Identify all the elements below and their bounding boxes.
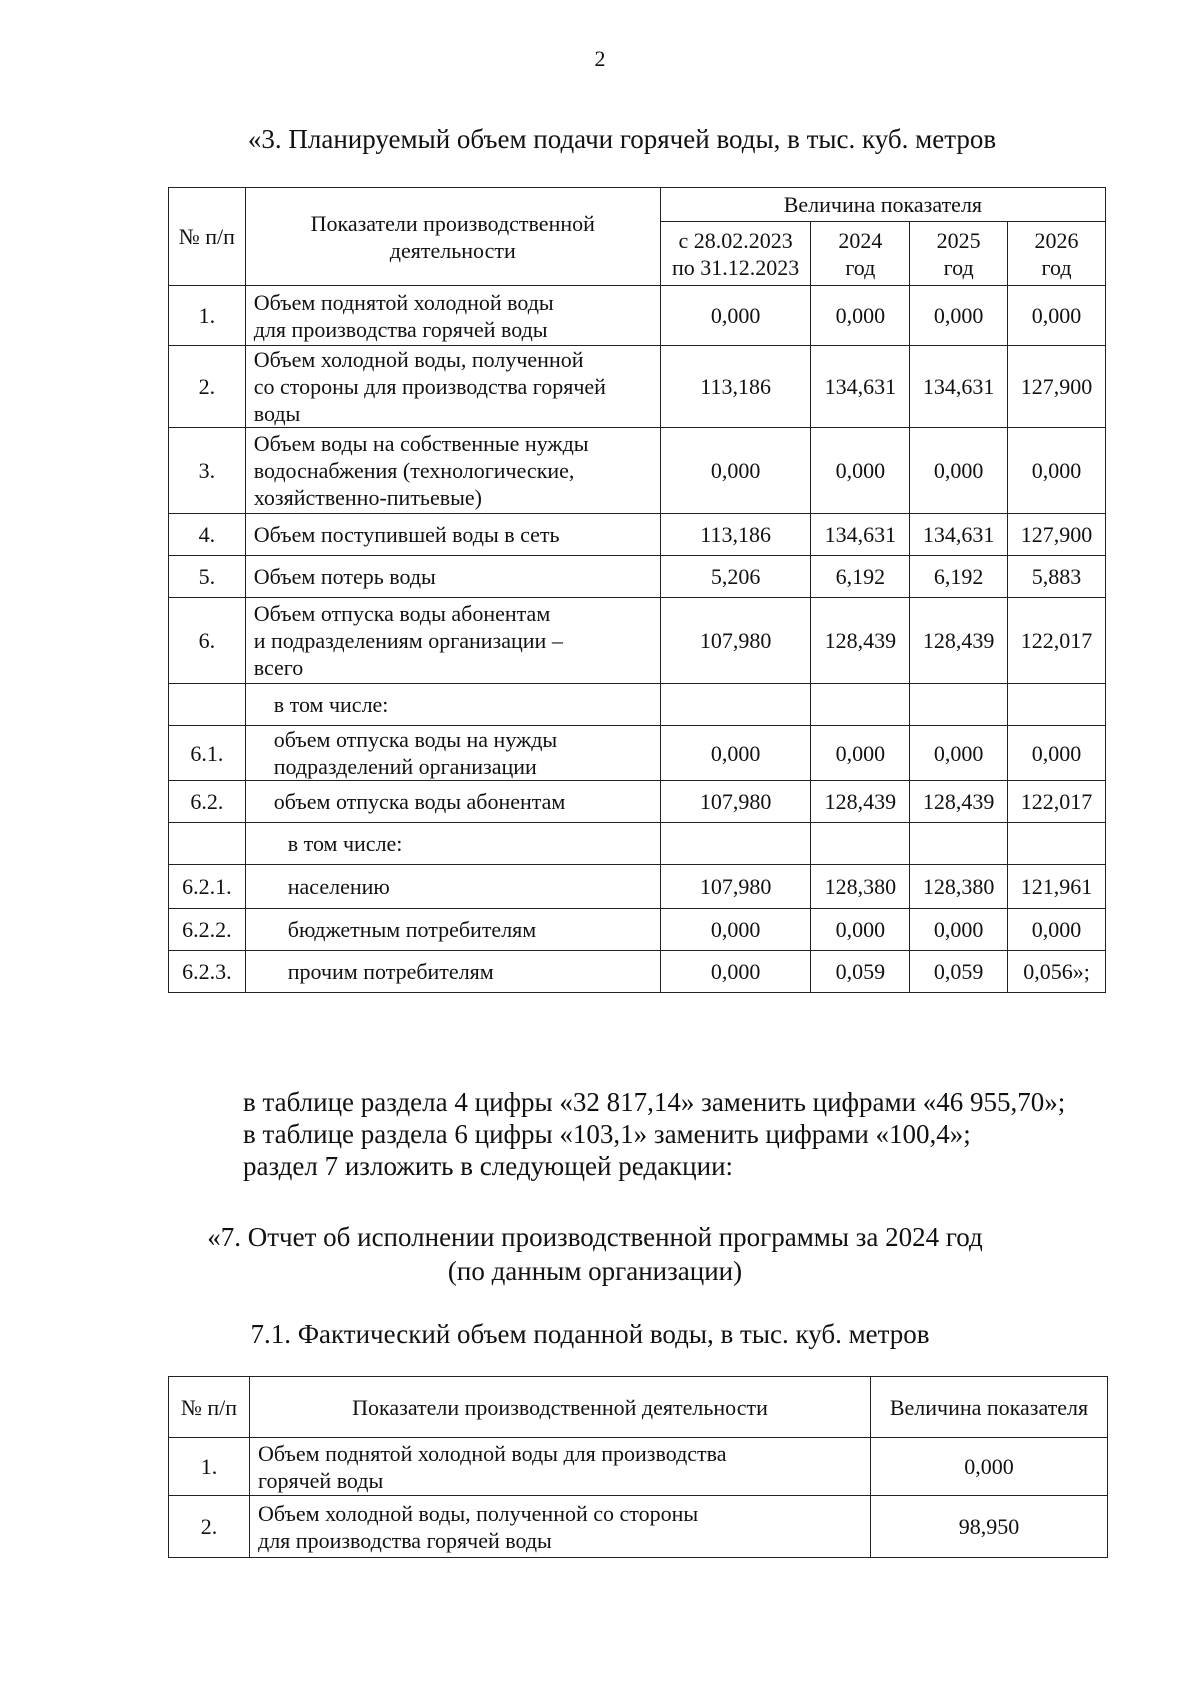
row-value: 128,439 — [811, 598, 910, 684]
row-value: 122,017 — [1008, 598, 1106, 684]
row-indicator — [245, 781, 660, 823]
row-indicator-line: Объем холодной воды, полученной — [253, 347, 584, 372]
paragraph-line: раздел 7 изложить в следующей редакции: — [243, 1151, 734, 1181]
row-number: 6.1. — [169, 726, 246, 781]
row-value: 122,017 — [1008, 781, 1106, 823]
row-value: 134,631 — [910, 514, 1008, 556]
row-value: 128,380 — [811, 865, 910, 909]
row-value: 134,631 — [811, 514, 910, 556]
row-number — [169, 823, 246, 865]
header-period-4-line-2: год — [1041, 254, 1072, 280]
row-indicator — [245, 909, 660, 951]
row-value: 0,000 — [1008, 286, 1106, 346]
row-indicator-line: Объем холодной воды, полученной со стороны — [258, 1500, 699, 1526]
row-value: 127,900 — [1008, 346, 1106, 428]
paragraph-line: в таблице раздела 4 цифры «32 817,14» заменить цифрами «46 955,70»; — [243, 1087, 1066, 1117]
row-number: 4. — [169, 514, 246, 556]
row-number — [169, 684, 246, 726]
row-value: 0,000 — [660, 909, 811, 951]
row-indicator-line: горячей воды — [258, 1467, 384, 1493]
row-value: 128,439 — [811, 781, 910, 823]
header-period-2 — [811, 222, 910, 286]
row-indicator-line: и подразделениям организации – — [253, 628, 563, 653]
row-indicator-line: Объем потерь воды — [253, 564, 436, 589]
row-value: 0,000 — [910, 909, 1008, 951]
row-indicator-line: объем отпуска воды на нужды — [273, 727, 558, 752]
row-value: 0,000 — [811, 286, 910, 346]
row-indicator — [245, 865, 660, 909]
row-value: 0,000 — [660, 951, 811, 993]
header-indicator: Показатели производственной деятельности — [245, 188, 660, 286]
table-row — [169, 909, 1106, 951]
header-period-3 — [910, 222, 1008, 286]
row-number: 1. — [169, 1438, 250, 1496]
table-row — [169, 823, 1106, 865]
row-value: 0,000 — [1008, 909, 1106, 951]
row-indicator-line: объем отпуска воды абонентам — [273, 789, 566, 814]
table-row — [169, 684, 1106, 726]
section-7-title-line-1: «7. Отчет об исполнении производственной программы за 2024 год — [207, 1222, 983, 1252]
table-row — [169, 514, 1106, 556]
row-value: 128,380 — [910, 865, 1008, 909]
row-number: 1. — [169, 286, 246, 346]
row-indicator — [245, 514, 660, 556]
row-indicator — [250, 1438, 871, 1496]
row-value: 0,056»; — [1008, 951, 1106, 993]
row-value — [1008, 684, 1106, 726]
table-row — [169, 428, 1106, 514]
row-indicator — [245, 598, 660, 684]
row-value: 0,000 — [660, 286, 811, 346]
row-value: 128,439 — [910, 598, 1008, 684]
header-value: Величина показателя — [871, 1377, 1108, 1438]
row-value — [910, 823, 1008, 865]
table-row — [169, 346, 1106, 428]
row-value: 5,883 — [1008, 556, 1106, 598]
paragraph-line: в таблице раздела 6 цифры «103,1» заменить цифрами «100,4»; — [243, 1119, 971, 1149]
row-indicator-line: Объем отпуска воды абонентам — [253, 601, 551, 626]
row-number: 6. — [169, 598, 246, 684]
amendment-paragraphs — [243, 1086, 1065, 1182]
row-value — [811, 823, 910, 865]
row-indicator-line: хозяйственно-питьевые) — [253, 485, 482, 510]
row-value: 0,000 — [871, 1438, 1108, 1496]
row-indicator-line: водоснабжения (технологические, — [253, 458, 575, 483]
header-period-2-line-2: год — [845, 254, 876, 280]
row-indicator-line: Объем воды на собственные нужды — [253, 431, 589, 456]
table-row — [169, 865, 1106, 909]
row-value: 0,000 — [1008, 428, 1106, 514]
row-value: 0,000 — [811, 909, 910, 951]
row-number: 2. — [169, 1496, 250, 1558]
header-period-1-line-2: по 31.12.2023 — [671, 254, 800, 280]
row-indicator — [245, 556, 660, 598]
row-indicator-line: для производства горячей воды — [258, 1527, 552, 1553]
row-value: 0,000 — [811, 428, 910, 514]
row-value: 121,961 — [1008, 865, 1106, 909]
table-row — [169, 1496, 1108, 1558]
row-value: 113,186 — [660, 514, 811, 556]
row-indicator-line: всего — [253, 655, 304, 680]
page-number: 2 — [594, 46, 606, 71]
row-value — [1008, 823, 1106, 865]
row-value: 127,900 — [1008, 514, 1106, 556]
row-value — [660, 684, 811, 726]
header-num: № п/п — [169, 188, 246, 286]
header-period-2-line-1: 2024 — [838, 227, 883, 253]
section-7-1-subtitle: 7.1. Фактический объем поданной воды, в тыс. куб. метров — [250, 1319, 930, 1349]
row-value: 98,950 — [871, 1496, 1108, 1558]
section-7-title — [0, 1220, 1195, 1288]
row-indicator-line: воды — [253, 401, 301, 426]
table-row — [169, 951, 1106, 993]
row-value: 0,059 — [811, 951, 910, 993]
row-indicator — [250, 1496, 871, 1558]
row-indicator-line: населению — [287, 874, 390, 899]
table-row — [169, 286, 1106, 346]
row-indicator-line: Объем поступившей воды в сеть — [253, 522, 560, 547]
header-period-4-line-1: 2026 — [1034, 227, 1079, 253]
row-value: 107,980 — [660, 598, 811, 684]
row-number: 6.2. — [169, 781, 246, 823]
row-number: 3. — [169, 428, 246, 514]
section-7-title-line-2: (по данным организации) — [447, 1256, 743, 1286]
row-value: 107,980 — [660, 865, 811, 909]
table-row — [169, 726, 1106, 781]
table-row — [169, 598, 1106, 684]
row-value: 0,000 — [910, 726, 1008, 781]
row-indicator-line: для производства горячей воды — [253, 316, 548, 342]
row-number: 5. — [169, 556, 246, 598]
row-value: 0,000 — [660, 726, 811, 781]
row-indicator — [245, 428, 660, 514]
row-indicator-line: бюджетным потребителям — [287, 917, 537, 942]
header-indicator: Показатели производственной деятельности — [250, 1377, 871, 1438]
row-value: 128,439 — [910, 781, 1008, 823]
row-value: 6,192 — [910, 556, 1008, 598]
row-value: 134,631 — [811, 346, 910, 428]
row-indicator-line: в том числе: — [287, 831, 403, 856]
row-indicator-line: подразделений организации — [273, 754, 537, 779]
header-period-1 — [660, 222, 811, 286]
row-value: 107,980 — [660, 781, 811, 823]
row-value: 5,206 — [660, 556, 811, 598]
row-indicator — [245, 726, 660, 781]
row-indicator — [245, 346, 660, 428]
row-indicator-line: Объем поднятой холодной воды для производства — [258, 1440, 727, 1466]
row-number: 6.2.3. — [169, 951, 246, 993]
table-row — [169, 556, 1106, 598]
row-value: 134,631 — [910, 346, 1008, 428]
header-period-3-line-1: 2025 — [936, 227, 981, 253]
row-indicator — [245, 684, 660, 726]
planned-hot-water-table — [168, 187, 1106, 993]
row-indicator-line: Объем поднятой холодной воды — [253, 289, 554, 315]
row-value — [660, 823, 811, 865]
actual-water-table — [168, 1376, 1108, 1558]
row-indicator-line: прочим потребителям — [287, 959, 494, 984]
row-value: 113,186 — [660, 346, 811, 428]
row-number: 6.2.1. — [169, 865, 246, 909]
row-indicator-line: в том числе: — [273, 692, 389, 717]
section-3-title: «3. Планируемый объем подачи горячей воды, в тыс. куб. метров — [247, 124, 997, 154]
row-value: 0,000 — [910, 286, 1008, 346]
row-value — [910, 684, 1008, 726]
row-indicator — [245, 286, 660, 346]
row-value: 0,000 — [1008, 726, 1106, 781]
header-period-3-line-2: год — [943, 254, 974, 280]
table-row — [169, 781, 1106, 823]
table-row — [169, 1438, 1108, 1496]
header-value-group: Величина показателя — [660, 188, 1105, 222]
row-value: 0,000 — [910, 428, 1008, 514]
header-period-1-line-1: с 28.02.2023 — [678, 227, 793, 253]
row-value: 0,000 — [660, 428, 811, 514]
row-indicator — [245, 951, 660, 993]
row-value — [811, 684, 910, 726]
row-value: 0,059 — [910, 951, 1008, 993]
row-value: 0,000 — [811, 726, 910, 781]
row-number: 2. — [169, 346, 246, 428]
row-value: 6,192 — [811, 556, 910, 598]
header-period-4 — [1008, 222, 1106, 286]
row-indicator-line: со стороны для производства горячей — [253, 374, 606, 399]
row-indicator — [245, 823, 660, 865]
row-number: 6.2.2. — [169, 909, 246, 951]
header-num: № п/п — [169, 1377, 250, 1438]
